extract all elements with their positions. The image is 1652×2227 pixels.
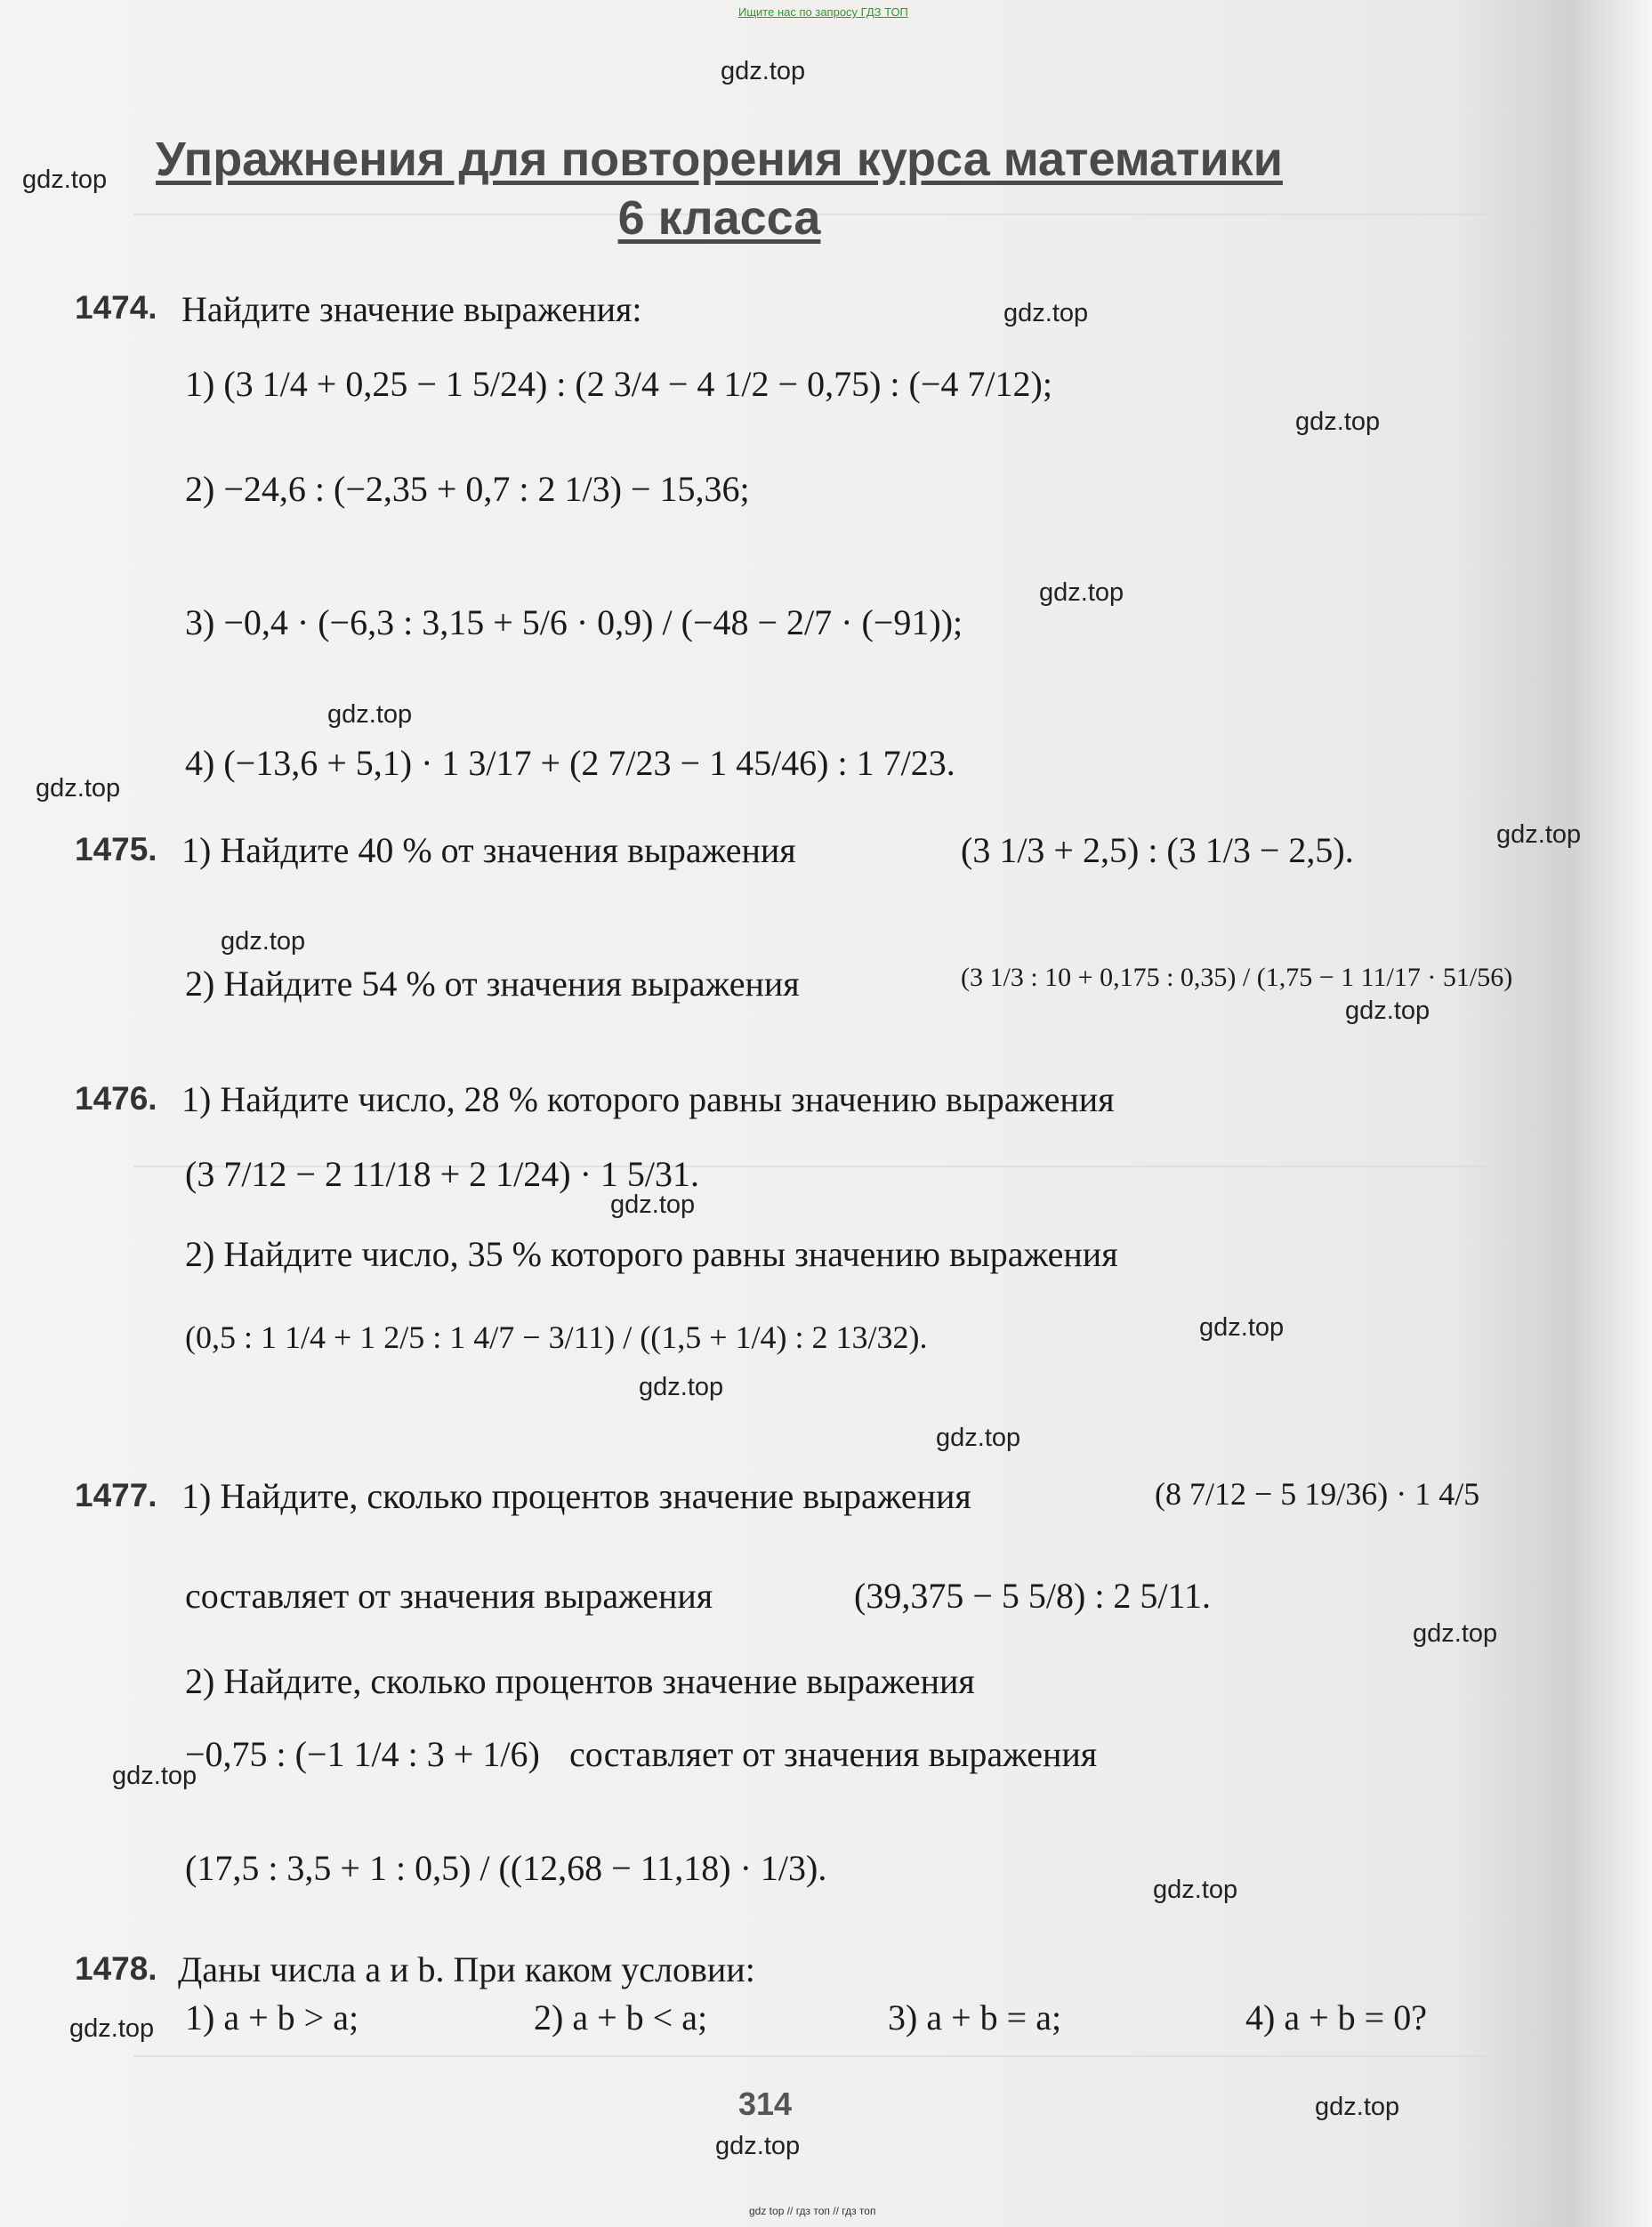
show-through-line <box>133 2055 1486 2057</box>
problem-text: 2) Найдите, сколько процентов значение выражения <box>185 1661 975 1701</box>
watermark: gdz.top <box>1496 820 1582 849</box>
watermark: gdz.top <box>221 927 306 956</box>
problem-text: 1) Найдите, сколько процентов значение выражения <box>181 1476 971 1516</box>
problem-number: 1476. <box>75 1080 157 1117</box>
page-number: 314 <box>738 2086 793 2122</box>
math-expression: 1) (3 1/4 + 0,25 − 1 5/24) : (2 3/4 − 4 1/2 − 0,75) : (−4 7/12); <box>185 364 1052 404</box>
page-subtitle: 6 класса <box>617 191 821 245</box>
math-expression: (39,375 − 5 5/8) : 2 5/11. <box>854 1576 1212 1616</box>
watermark: gdz.top <box>715 2132 801 2160</box>
math-expression: (0,5 : 1 1/4 + 1 2/5 : 1 4/7 − 3/11) / ((1,5 + 1/4) : 2 13/32). <box>185 1319 928 1355</box>
problem-text: 1) Найдите 40 % от значения выражения <box>181 830 796 870</box>
watermark: gdz.top <box>36 774 121 803</box>
math-expression: (3 1/3 : 10 + 0,175 : 0,35) / (1,75 − 1 11/17 · 51/56) <box>961 963 1513 992</box>
answer-option: 2) a + b < a; <box>534 1997 708 2037</box>
watermark: gdz.top <box>69 2014 155 2043</box>
watermark: gdz.top <box>1413 1619 1498 1648</box>
math-expression: 2) −24,6 : (−2,35 + 0,7 : 2 1/3) − 15,36; <box>185 469 750 509</box>
math-expression: −0,75 : (−1 1/4 : 3 + 1/6) <box>185 1734 540 1774</box>
watermark: gdz.top <box>22 165 108 194</box>
problem-text: 2) Найдите 54 % от значения выражения <box>185 964 800 1004</box>
problem-text: Найдите значение выражения: <box>181 289 642 329</box>
page-title: Упражнения для повторения курса математики <box>156 133 1283 186</box>
problem-number: 1474. <box>75 289 157 326</box>
watermark: gdz.top <box>1295 407 1381 436</box>
problem-number: 1475. <box>75 831 157 867</box>
math-expression: (3 7/12 − 2 11/18 + 2 1/24) · 1 5/31. <box>185 1154 700 1194</box>
math-expression: 4) (−13,6 + 5,1) · 1 3/17 + (2 7/23 − 1 45/46) : 1 7/23. <box>185 743 955 783</box>
watermark: gdz.top <box>1345 997 1430 1025</box>
problem-text: Даны числа a и b. При каком условии: <box>178 1949 755 1989</box>
math-expression: (8 7/12 − 5 19/36) · 1 4/5 <box>1155 1476 1480 1512</box>
problem-number: 1477. <box>75 1477 157 1513</box>
problem-text: составляет от значения выражения <box>569 1734 1098 1774</box>
watermark: gdz.top <box>610 1190 696 1219</box>
problem-number: 1478. <box>75 1950 157 1987</box>
answer-option: 3) a + b = a; <box>888 1997 1062 2037</box>
watermark: gdz.top <box>1039 578 1124 607</box>
header-search-link[interactable]: Ищите нас по запросу ГДЗ ТОП <box>738 5 908 19</box>
watermark: gdz.top <box>936 1424 1021 1452</box>
math-expression: 3) −0,4 · (−6,3 : 3,15 + 5/6 · 0,9) / (−48 − 2/7 · (−91)); <box>185 602 963 642</box>
watermark: gdz.top <box>639 1373 724 1401</box>
problem-text: 1) Найдите число, 28 % которого равны значению выражения <box>181 1079 1115 1119</box>
answer-option: 1) a + b > a; <box>185 1997 359 2037</box>
watermark: gdz.top <box>1003 299 1089 327</box>
answer-option: 4) a + b = 0? <box>1245 1997 1427 2037</box>
watermark: gdz.top <box>1315 2093 1400 2121</box>
problem-text: 2) Найдите число, 35 % которого равны значению выражения <box>185 1234 1118 1274</box>
watermark: gdz.top <box>1153 1876 1238 1904</box>
watermark: gdz.top <box>327 700 413 729</box>
watermark: gdz.top <box>112 1762 197 1790</box>
math-expression: (3 1/3 + 2,5) : (3 1/3 − 2,5). <box>961 830 1354 870</box>
footer-text: gdz top // гдз топ // гдз топ <box>749 2205 876 2217</box>
watermark: gdz.top <box>721 57 806 85</box>
math-expression: (17,5 : 3,5 + 1 : 0,5) / ((12,68 − 11,18) · 1/3). <box>185 1848 827 1888</box>
watermark: gdz.top <box>1199 1313 1285 1342</box>
problem-text: составляет от значения выражения <box>185 1576 713 1616</box>
